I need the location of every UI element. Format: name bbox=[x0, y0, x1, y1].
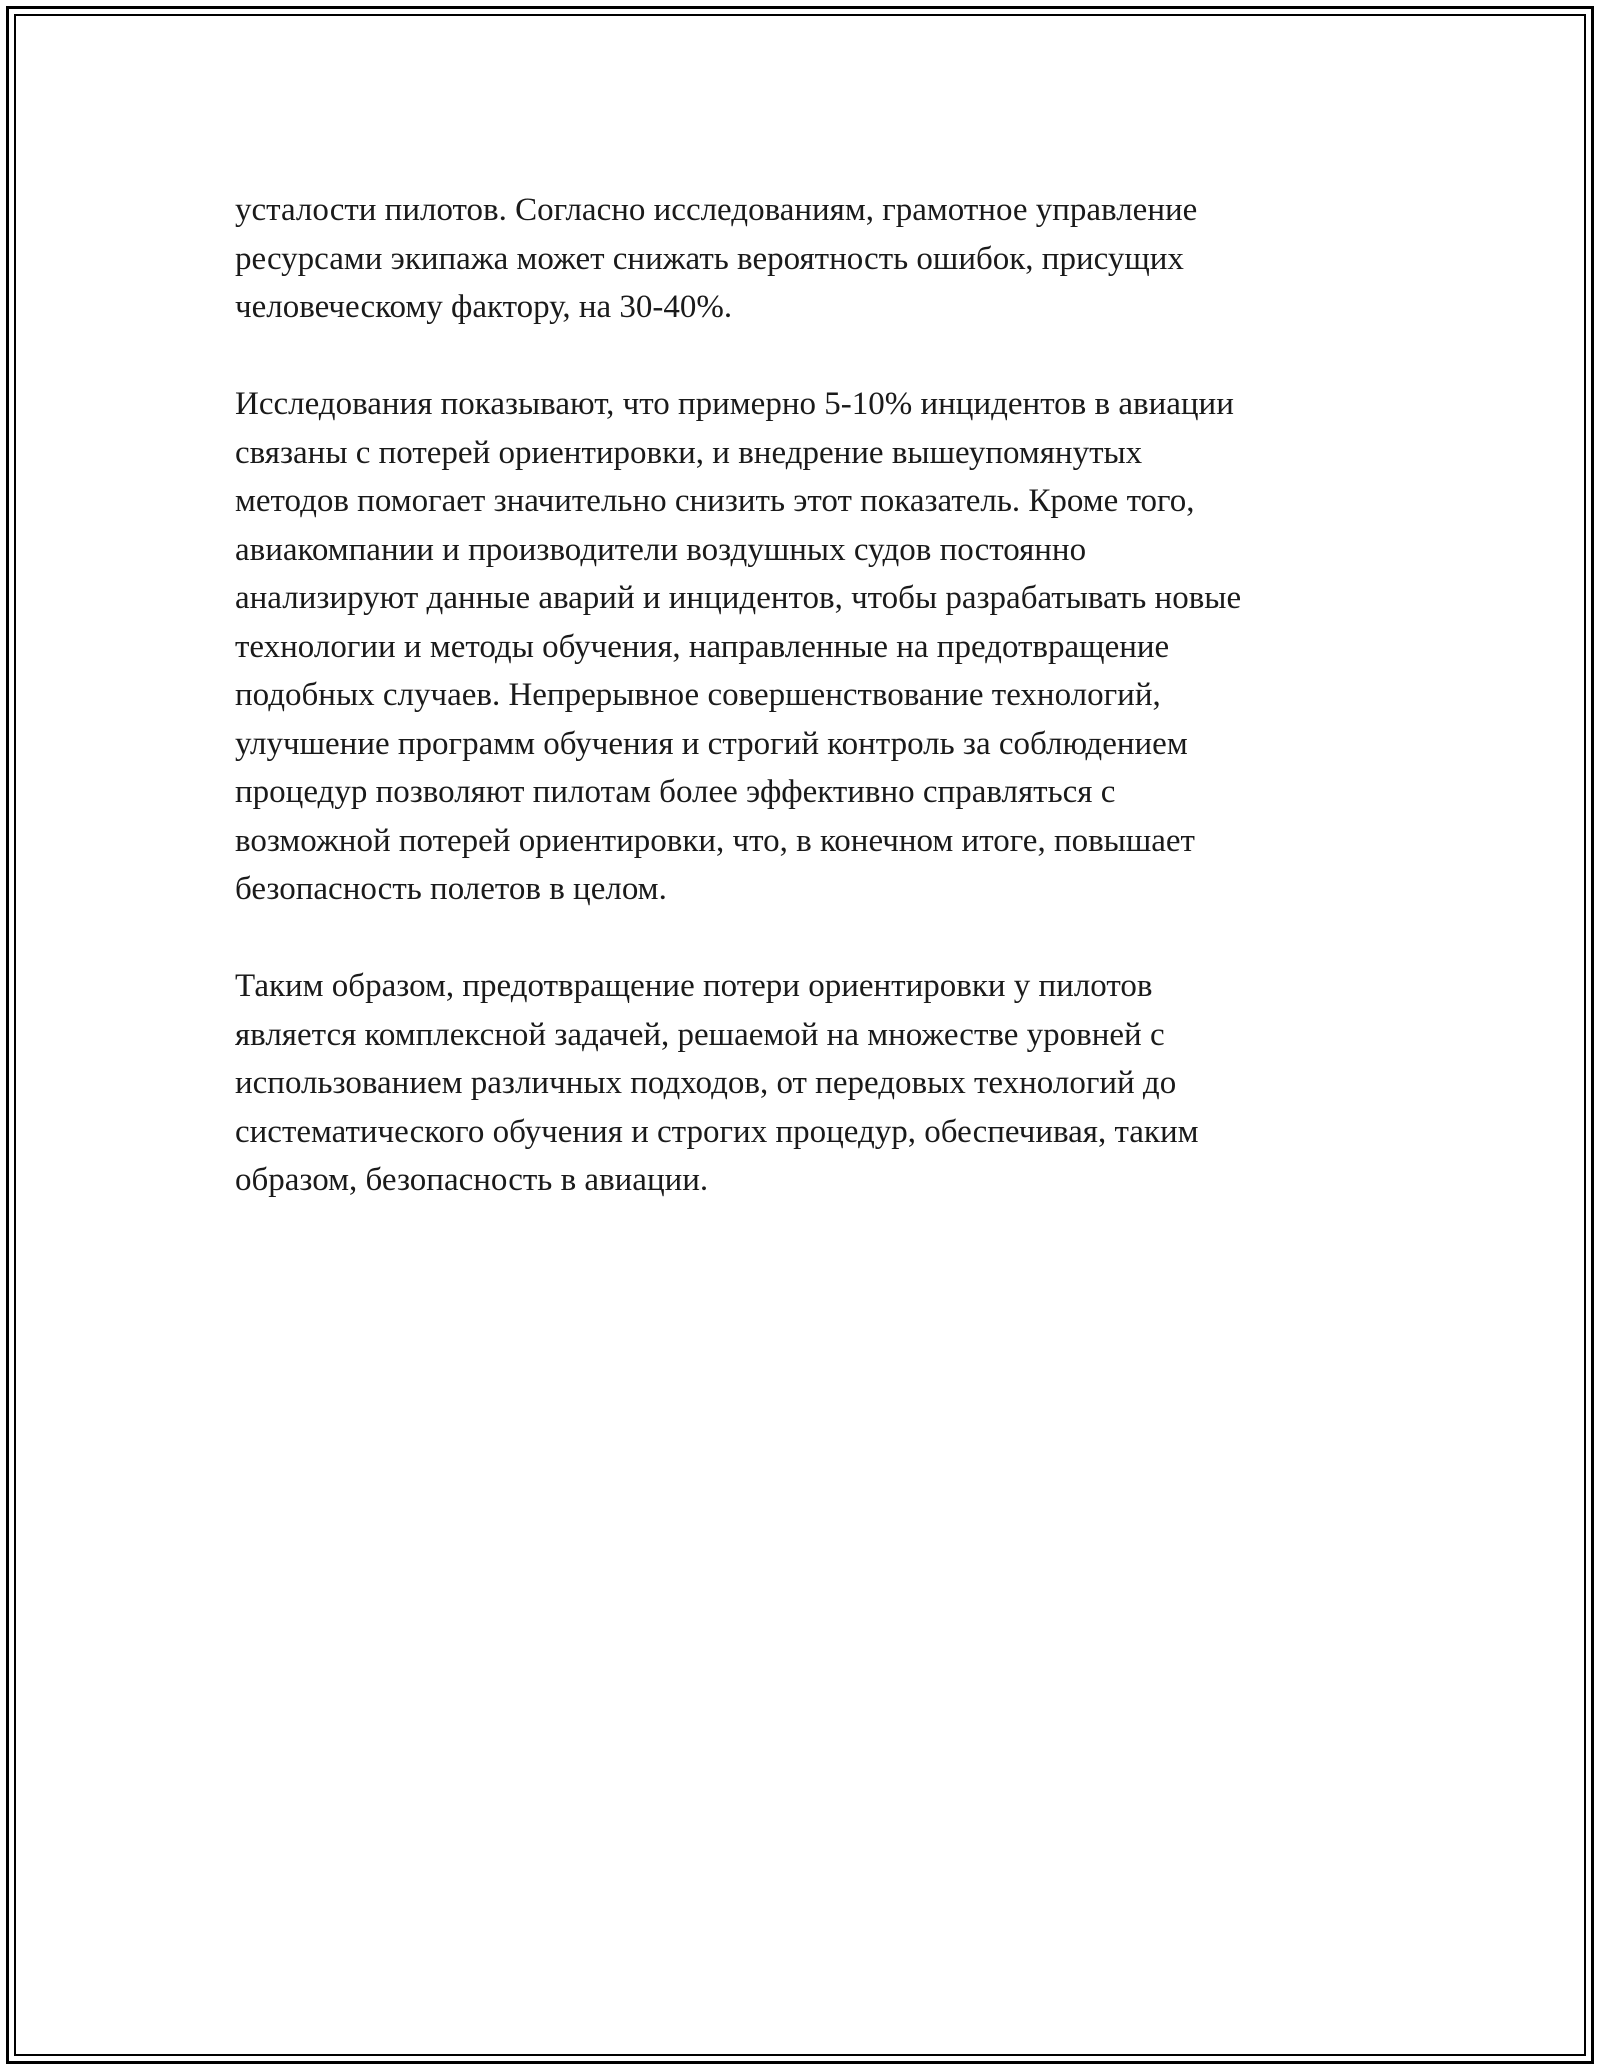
text-line: является комплексной задачей, решаемой на множестве уровней с bbox=[235, 1016, 1165, 1053]
paragraph-3 bbox=[235, 962, 1375, 1205]
text-line: авиакомпании и производители воздушных судов постоянно bbox=[235, 531, 1087, 568]
text-line: улучшение программ обучения и строгий контроль за соблюдением bbox=[235, 725, 1188, 762]
text-line: образом, безопасность в авиации. bbox=[235, 1162, 709, 1198]
text-line: использованием различных подходов, от передовых технологий до bbox=[235, 1065, 1177, 1101]
paragraph-2 bbox=[235, 380, 1375, 914]
text-line: Исследования показывают, что примерно 5-10% инцидентов в авиации bbox=[235, 386, 1234, 422]
text-line: Таким образом, предотвращение потери ориентировки у пилотов bbox=[235, 968, 1153, 1004]
text-line: процедур позволяют пилотам более эффективно справляться с bbox=[235, 774, 1116, 810]
text-line: технологии и методы обучения, направленные на предотвращение bbox=[235, 628, 1170, 665]
text-line: связаны с потерей ориентировки, и внедрение вышеупомянутых bbox=[235, 434, 1143, 471]
text-line: методов помогает значительно снизить этот показатель. Кроме того, bbox=[235, 483, 1195, 519]
text-line: анализируют данные аварий и инцидентов, чтобы разрабатывать новые bbox=[235, 580, 1242, 616]
text-line: человеческому фактору, на 30-40%. bbox=[235, 289, 733, 325]
paragraph-1 bbox=[235, 186, 1375, 332]
text-line: систематического обучения и строгих процедур, обеспечивая, таким bbox=[235, 1113, 1199, 1150]
text-line: усталости пилотов. Согласно исследованиям, грамотное управление bbox=[235, 192, 1198, 228]
text-line: ресурсами экипажа может снижать вероятность ошибок, присущих bbox=[235, 240, 1184, 277]
text-line: безопасность полетов в целом. bbox=[235, 871, 667, 907]
document-body bbox=[235, 186, 1375, 1253]
text-line: подобных случаев. Непрерывное совершенствование технологий, bbox=[235, 677, 1161, 713]
text-line: возможной потерей ориентировки, что, в конечном итоге, повышает bbox=[235, 822, 1195, 859]
